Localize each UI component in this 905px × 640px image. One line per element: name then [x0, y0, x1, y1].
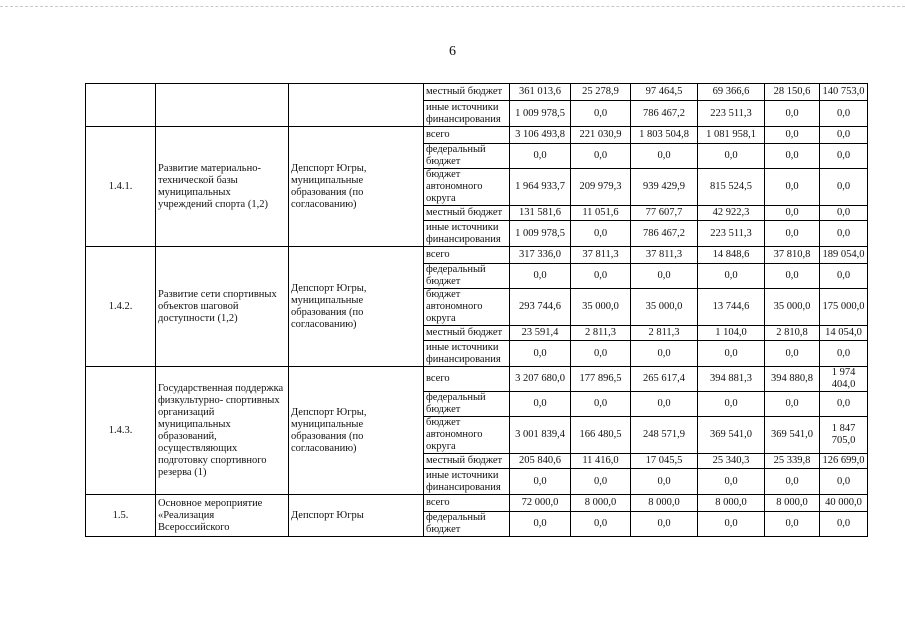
section-code: 1.4.1.	[86, 127, 156, 247]
section-row-value-5: 0,0	[765, 206, 820, 221]
section-row-value-3: 0,0	[631, 392, 698, 417]
section-row-value-2: 0,0	[571, 512, 631, 537]
row-label-other: иные источники финансирования	[424, 221, 510, 247]
section-row-value-3: 1 803 504,8	[631, 127, 698, 144]
section-row-value-4: 42 922,3	[698, 206, 765, 221]
responsible-cell	[289, 84, 424, 127]
section-row-value-3: 37 811,3	[631, 247, 698, 264]
section-row-value-4: 0,0	[698, 341, 765, 367]
row-label: местный бюджет	[424, 84, 510, 101]
continuation-row-value-3: 786 467,2	[631, 101, 698, 127]
section-row-value-5: 0,0	[765, 169, 820, 206]
section-row-value-2: 2 811,3	[571, 326, 631, 341]
section-code: 1.5.	[86, 495, 156, 537]
section-row-value-4: 223 511,3	[698, 221, 765, 247]
continuation-row-value-3: 97 464,5	[631, 84, 698, 101]
section-row-value-2: 11 416,0	[571, 454, 631, 469]
row-label-federal: федеральный бюджет	[424, 264, 510, 289]
row-label-federal: федеральный бюджет	[424, 144, 510, 169]
row-label-total: всего	[424, 367, 510, 392]
section-row-value-4: 369 541,0	[698, 417, 765, 454]
section-row-value-2: 209 979,3	[571, 169, 631, 206]
section-row-value-5: 37 810,8	[765, 247, 820, 264]
section-row-value-6: 0,0	[820, 512, 868, 537]
section-row-value-6: 175 000,0	[820, 289, 868, 326]
section-row-value-2: 0,0	[571, 341, 631, 367]
section-name: Развитие сети спортивных объектов шаговой доступности (1,2)	[156, 247, 289, 367]
row-label-autonomous: бюджет автономного округа	[424, 289, 510, 326]
section-responsible: Депспорт Югры, муниципальные образования (по согласованию)	[289, 247, 424, 367]
row-label-federal: федеральный бюджет	[424, 512, 510, 537]
section-row-value-3: 248 571,9	[631, 417, 698, 454]
page-number: 6	[449, 44, 456, 59]
section-row-value-5: 0,0	[765, 221, 820, 247]
section-row-value-5: 8 000,0	[765, 495, 820, 512]
section-row-value-5: 0,0	[765, 341, 820, 367]
section-row-value-1: 3 207 680,0	[510, 367, 571, 392]
continuation-row-value-2: 25 278,9	[571, 84, 631, 101]
section-row-value-5: 0,0	[765, 392, 820, 417]
section-row-value-5: 25 339,8	[765, 454, 820, 469]
section-row-value-3: 0,0	[631, 512, 698, 537]
section-row-value-6: 0,0	[820, 341, 868, 367]
continuation-row-value-2: 0,0	[571, 101, 631, 127]
section-row-value-2: 177 896,5	[571, 367, 631, 392]
section-row-value-1: 3 106 493,8	[510, 127, 571, 144]
section-row-value-1: 1 964 933,7	[510, 169, 571, 206]
section-row-value-6: 0,0	[820, 392, 868, 417]
section-row-value-2: 0,0	[571, 144, 631, 169]
section-row-value-1: 293 744,6	[510, 289, 571, 326]
table-row	[86, 247, 868, 264]
section-row-value-6: 0,0	[820, 127, 868, 144]
section-code: 1.4.3.	[86, 367, 156, 495]
section-row-value-4: 1 081 958,1	[698, 127, 765, 144]
continuation-row-value-6: 140 753,0	[820, 84, 868, 101]
section-row-value-5: 0,0	[765, 264, 820, 289]
section-row-value-5: 2 810,8	[765, 326, 820, 341]
section-name: Основное мероприятие «Реализация Всероссийского	[156, 495, 289, 537]
section-row-value-2: 0,0	[571, 221, 631, 247]
continuation-row-value-5: 0,0	[765, 101, 820, 127]
table-body	[86, 84, 868, 537]
section-row-value-2: 37 811,3	[571, 247, 631, 264]
section-row-value-6: 0,0	[820, 169, 868, 206]
continuation-row-value-1: 361 013,6	[510, 84, 571, 101]
table-row	[86, 127, 868, 144]
row-label-local: местный бюджет	[424, 326, 510, 341]
row-label-local: местный бюджет	[424, 206, 510, 221]
section-row-value-5: 394 880,8	[765, 367, 820, 392]
scan-edge-line	[0, 6, 905, 7]
section-row-value-4: 8 000,0	[698, 495, 765, 512]
continuation-row-value-1: 1 009 978,5	[510, 101, 571, 127]
section-row-value-4: 0,0	[698, 264, 765, 289]
section-name: Государственная поддержка физкультурно- спортивных организаций муниципальных образований, осуществляющих подготовку спортивного резерва (1)	[156, 367, 289, 495]
section-row-value-1: 0,0	[510, 341, 571, 367]
row-label-other: иные источники финансирования	[424, 341, 510, 367]
section-row-value-6: 126 699,0	[820, 454, 868, 469]
row-label-total: всего	[424, 127, 510, 144]
section-row-value-5: 0,0	[765, 512, 820, 537]
section-row-value-6: 0,0	[820, 221, 868, 247]
section-row-value-6: 14 054,0	[820, 326, 868, 341]
section-row-value-3: 265 617,4	[631, 367, 698, 392]
section-name-cell	[156, 84, 289, 127]
section-row-value-3: 2 811,3	[631, 326, 698, 341]
section-row-value-3: 0,0	[631, 144, 698, 169]
row-label-federal: федеральный бюджет	[424, 392, 510, 417]
section-name: Развитие материально-технической базы муниципальных учреждений спорта (1,2)	[156, 127, 289, 247]
row-label-autonomous: бюджет автономного округа	[424, 417, 510, 454]
section-responsible: Депспорт Югры, муниципальные образования (по согласованию)	[289, 127, 424, 247]
section-row-value-4: 14 848,6	[698, 247, 765, 264]
section-row-value-5: 0,0	[765, 144, 820, 169]
section-code: 1.4.2.	[86, 247, 156, 367]
section-row-value-1: 205 840,6	[510, 454, 571, 469]
section-row-value-1: 0,0	[510, 264, 571, 289]
section-row-value-2: 35 000,0	[571, 289, 631, 326]
section-row-value-6: 1 847 705,0	[820, 417, 868, 454]
section-row-value-4: 13 744,6	[698, 289, 765, 326]
section-row-value-5: 0,0	[765, 469, 820, 495]
section-row-value-2: 0,0	[571, 392, 631, 417]
continuation-row-value-4: 223 511,3	[698, 101, 765, 127]
row-label-total: всего	[424, 495, 510, 512]
section-row-value-3: 939 429,9	[631, 169, 698, 206]
section-row-value-4: 0,0	[698, 512, 765, 537]
section-row-value-3: 0,0	[631, 469, 698, 495]
section-row-value-1: 0,0	[510, 144, 571, 169]
row-label: иные источники финансирования	[424, 101, 510, 127]
row-label-local: местный бюджет	[424, 454, 510, 469]
section-row-value-6: 0,0	[820, 264, 868, 289]
section-row-value-4: 394 881,3	[698, 367, 765, 392]
table-row	[86, 84, 868, 101]
continuation-row-value-4: 69 366,6	[698, 84, 765, 101]
section-row-value-6: 189 054,0	[820, 247, 868, 264]
table-row	[86, 367, 868, 392]
section-row-value-6: 0,0	[820, 469, 868, 495]
table-row	[86, 495, 868, 512]
section-code-cell	[86, 84, 156, 127]
section-row-value-1: 0,0	[510, 469, 571, 495]
section-row-value-3: 77 607,7	[631, 206, 698, 221]
section-row-value-4: 0,0	[698, 469, 765, 495]
section-row-value-4: 815 524,5	[698, 169, 765, 206]
row-label-autonomous: бюджет автономного округа	[424, 169, 510, 206]
section-row-value-5: 369 541,0	[765, 417, 820, 454]
section-row-value-1: 317 336,0	[510, 247, 571, 264]
section-row-value-1: 0,0	[510, 512, 571, 537]
section-responsible: Депспорт Югры	[289, 495, 424, 537]
section-row-value-2: 0,0	[571, 264, 631, 289]
section-row-value-3: 0,0	[631, 264, 698, 289]
section-row-value-2: 0,0	[571, 469, 631, 495]
section-row-value-3: 8 000,0	[631, 495, 698, 512]
section-row-value-3: 0,0	[631, 341, 698, 367]
row-label-other: иные источники финансирования	[424, 469, 510, 495]
continuation-row-value-5: 28 150,6	[765, 84, 820, 101]
section-row-value-1: 23 591,4	[510, 326, 571, 341]
section-row-value-6: 40 000,0	[820, 495, 868, 512]
section-row-value-2: 166 480,5	[571, 417, 631, 454]
section-row-value-3: 17 045,5	[631, 454, 698, 469]
section-row-value-1: 131 581,6	[510, 206, 571, 221]
section-row-value-4: 0,0	[698, 392, 765, 417]
section-row-value-6: 0,0	[820, 206, 868, 221]
section-row-value-2: 221 030,9	[571, 127, 631, 144]
section-row-value-1: 0,0	[510, 392, 571, 417]
section-row-value-6: 1 974 404,0	[820, 367, 868, 392]
continuation-row-value-6: 0,0	[820, 101, 868, 127]
section-row-value-4: 0,0	[698, 144, 765, 169]
budget-table	[85, 83, 868, 537]
section-row-value-4: 25 340,3	[698, 454, 765, 469]
section-row-value-3: 35 000,0	[631, 289, 698, 326]
section-row-value-5: 35 000,0	[765, 289, 820, 326]
section-row-value-5: 0,0	[765, 127, 820, 144]
section-row-value-3: 786 467,2	[631, 221, 698, 247]
section-row-value-1: 3 001 839,4	[510, 417, 571, 454]
section-row-value-2: 8 000,0	[571, 495, 631, 512]
section-row-value-4: 1 104,0	[698, 326, 765, 341]
section-responsible: Депспорт Югры, муниципальные образования (по согласованию)	[289, 367, 424, 495]
row-label-total: всего	[424, 247, 510, 264]
section-row-value-1: 72 000,0	[510, 495, 571, 512]
section-row-value-6: 0,0	[820, 144, 868, 169]
section-row-value-2: 11 051,6	[571, 206, 631, 221]
section-row-value-1: 1 009 978,5	[510, 221, 571, 247]
